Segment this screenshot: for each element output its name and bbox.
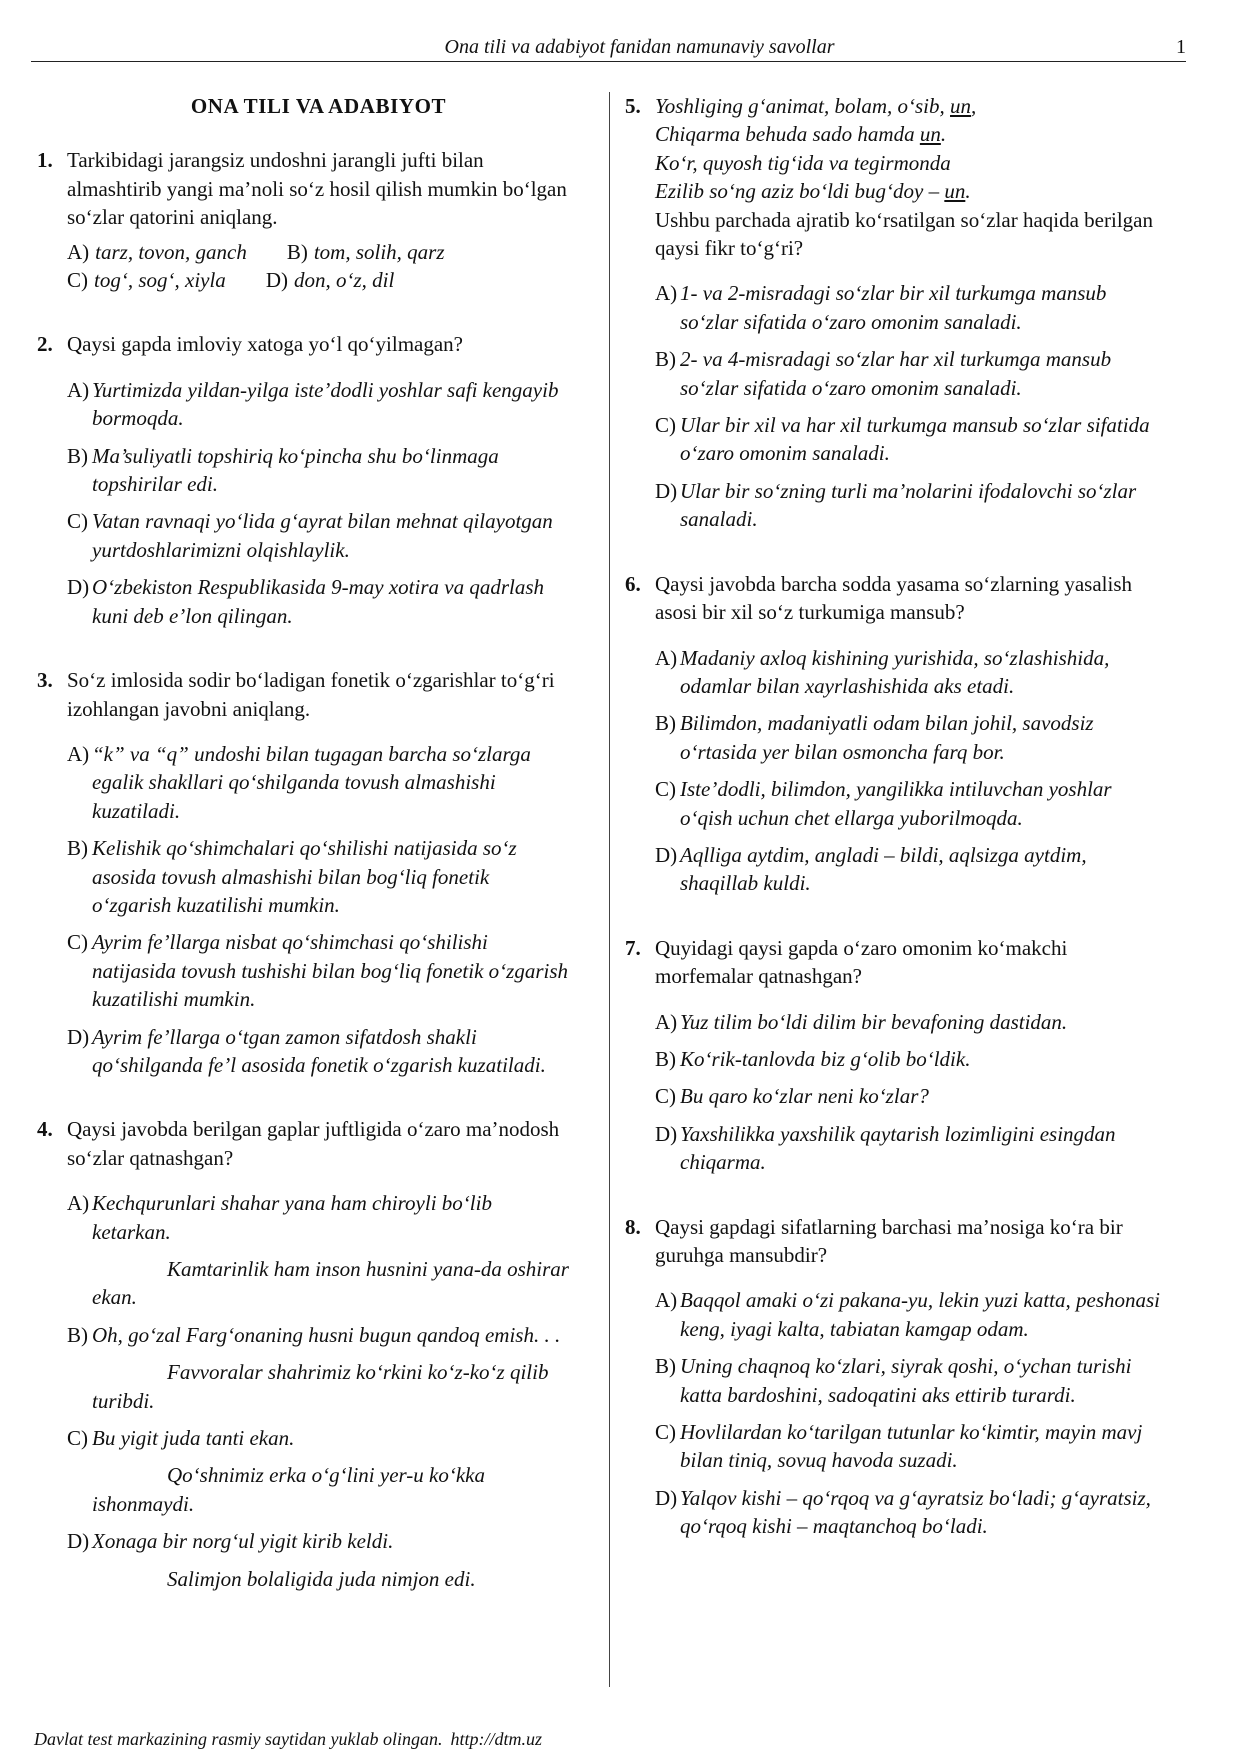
question-8: [625, 1213, 1163, 1541]
question-header: [625, 1213, 1163, 1270]
option-text: Yuz tilim bo‘ldi dilim bir bevafoning dastidan.: [680, 1009, 1068, 1034]
question-header: [625, 934, 1163, 991]
option-text: Kelishik qo‘shimchalari qo‘shilishi natijasida so‘z asosida tovush almashishi bilan bog‘liq fonetik o‘zgarish kuzatilishi mumkin.: [92, 836, 517, 917]
option-text: 2- va 4-misradagi so‘zlar har xil turkumga mansub so‘zlar sifatida o‘zaro omonim sanaladi.: [680, 347, 1112, 400]
question-stem: Quyidagi qaysi gapda o‘zaro omonim ko‘makchi morfemalar qatnashgan?: [655, 935, 1068, 989]
option-label: D): [67, 1024, 90, 1049]
option-sentence-2: Qo‘shnimiz erka o‘g‘lini yer-u ko‘kka ishonmaydi.: [92, 1463, 485, 1516]
option-d: [655, 1120, 1163, 1177]
option-label: C): [655, 777, 676, 802]
poem-punctuation: ,: [971, 94, 977, 118]
option-b: [67, 1321, 570, 1415]
option-text: don, o‘z, dil: [293, 268, 395, 293]
question-number: 2.: [37, 332, 53, 357]
option-a: [67, 740, 570, 825]
poem-line: [655, 149, 1163, 177]
option-label: B): [286, 239, 308, 264]
option-text: Ko‘rik-tanlovda biz g‘olib bo‘ldik.: [680, 1046, 971, 1071]
option-label: A): [67, 741, 90, 766]
option-b: [67, 442, 570, 499]
option-text: [92, 1424, 570, 1518]
option-text: Uning chaqnoq ko‘zlari, siyrak qoshi, o‘ychan turishi katta bardoshini, sadoqatini aks ettirib turardi.: [680, 1354, 1132, 1407]
question-5: [625, 92, 1163, 534]
option-text: Yurtimizda yildan-yilga iste’dodli yoshlar safi kengayib bormoqda.: [92, 377, 559, 431]
option-b: [655, 1045, 1163, 1073]
option-b: [67, 834, 570, 919]
option-c: [67, 1424, 570, 1518]
option-label: D): [655, 842, 678, 867]
question-4: [37, 1115, 570, 1593]
option-label: B): [67, 443, 88, 468]
option-text: [92, 1189, 570, 1312]
option-label: A): [67, 239, 90, 264]
option-sentence-1: Oh, go‘zal Farg‘onaning husni bugun qandoq emish. . .: [92, 1322, 561, 1347]
poem-line: [655, 120, 1163, 148]
option-label: C): [655, 413, 676, 438]
question-body: [655, 92, 1163, 262]
footer-url: http://dtm.uz: [450, 1729, 542, 1749]
option-text: O‘zbekiston Respublikasida 9-may xotira va qadrlash kuni deb e’lon qilingan.: [92, 575, 545, 628]
option-b: [655, 345, 1163, 402]
option-sentence-2: Favvoralar shahrimiz ko‘rkini ko‘z-ko‘z qilib turibdi.: [92, 1360, 549, 1413]
option-text: Iste’dodli, bilimdon, yangilikka intiluvchan yoshlar o‘qish uchun chet ellarga yuborilmoqda.: [680, 777, 1112, 830]
option-c: [67, 507, 570, 564]
underlined-word: un: [944, 179, 966, 204]
question-number: 8.: [625, 1214, 641, 1239]
options-row: [67, 238, 570, 266]
header-title: Ona tili va adabiyot fanidan namunaviy savollar: [444, 36, 835, 58]
option-d: [67, 1527, 570, 1593]
option-label: C): [67, 268, 88, 293]
right-column: [625, 92, 1163, 1541]
option-d: [655, 1484, 1163, 1541]
option-text: Baqqol amaki o‘zi pakana-yu, lekin yuzi katta, peshonasi keng, iyagi kalta, tabiatan kamgap odam.: [680, 1288, 1160, 1341]
question-number: 3.: [37, 668, 53, 693]
footer-text: Davlat test markazining rasmiy saytidan yuklab olingan.: [34, 1729, 443, 1749]
option-sentence-2: Kamtarinlik ham inson husnini yana-da oshirar ekan.: [92, 1257, 569, 1310]
question-header: [37, 146, 570, 231]
question-header: [37, 666, 570, 723]
option-text: Aqlliga aytdim, angladi – bildi, aqlsizga aytdim, shaqillab kuldi.: [680, 842, 1087, 896]
question-number: 4.: [37, 1117, 53, 1142]
option-d: [67, 1023, 570, 1080]
option-text: Ma’suliyatli topshiriq ko‘pincha shu bo‘linmaga topshirilar edi.: [92, 443, 499, 497]
option-text: Ayrim fe’llarga o‘tgan zamon sifatdosh shakli qo‘shilganda fe’l asosida fonetik o‘zgarish kuzatiladi.: [92, 1024, 546, 1077]
option-a: [655, 1286, 1163, 1343]
option-label: A): [655, 1288, 678, 1313]
question-stem: Qaysi javobda barcha sodda yasama so‘zlarning yasalish asosi bir xil so‘z turkumiga mansub?: [655, 571, 1133, 625]
option-label: A): [655, 281, 678, 306]
option-label: A): [655, 1009, 678, 1034]
option-text: tog‘, sog‘, xiyla: [94, 268, 226, 293]
option-label: D): [655, 1121, 678, 1146]
option-label: A): [67, 1191, 90, 1216]
question-number: 1.: [37, 148, 53, 173]
poem-text: Chiqarma behuda sado hamda: [655, 122, 920, 147]
option-text: Bilimdon, madaniyatli odam bilan johil, savodsiz o‘rtasida yer bilan osmoncha farq bor.: [680, 711, 1094, 764]
option-c: [655, 1082, 1163, 1110]
option-d: [655, 477, 1163, 534]
option-label: D): [655, 1485, 678, 1510]
option-label: C): [67, 509, 88, 534]
option-label: C): [67, 1426, 88, 1451]
option-c: [655, 411, 1163, 468]
question-stem: Tarkibidagi jarangsiz undoshni jarangli jufti bilan almashtirib yangi ma’noli so‘z hosil qilish mumkin bo‘lgan so‘zlar qatorini aniqlang.: [67, 148, 567, 230]
option-label: B): [655, 347, 676, 372]
option-a: [67, 238, 247, 266]
question-number: 7.: [625, 935, 641, 960]
options: [655, 644, 1163, 898]
option-a: [67, 1189, 570, 1312]
question-header: [37, 330, 570, 358]
option-label: C): [655, 1420, 676, 1445]
option-c: [67, 928, 570, 1013]
options-row: [67, 266, 570, 294]
option-label: A): [67, 377, 90, 402]
options: [655, 1008, 1163, 1177]
option-label: D): [67, 575, 90, 600]
option-sentence-1: Kechqurunlari shahar yana ham chiroyli bo‘lib ketarkan.: [92, 1191, 492, 1244]
option-sentence-1: Bu yigit juda tanti ekan.: [92, 1426, 295, 1451]
option-label: D): [67, 1529, 90, 1554]
option-label: D): [655, 478, 678, 503]
option-d: [655, 841, 1163, 898]
poem-line: [655, 177, 1163, 205]
option-text: Madaniy axloq kishining yurishida, so‘zlashishida, odamlar bilan xayrlashishida aks etadi.: [680, 645, 1110, 698]
options: [67, 376, 570, 630]
option-label: B): [67, 836, 88, 861]
question-stem: So‘z imlosida sodir bo‘ladigan fonetik o‘zgarishlar to‘g‘ri izohlangan javobni aniqlang.: [67, 668, 555, 721]
option-text: Hovlilardan ko‘tarilgan tutunlar ko‘kimtir, mayin mavj bilan tiniq, sovuq havoda suzadi.: [680, 1420, 1143, 1473]
question-6: [625, 570, 1163, 898]
column-divider: [609, 92, 610, 1687]
option-text: [92, 1527, 570, 1593]
option-d: [266, 266, 395, 294]
question-2: [37, 330, 570, 630]
question-1: [37, 146, 570, 294]
option-a: [67, 376, 570, 433]
option-text: Yaxshilikka yaxshilik qaytarish lozimligini esingdan chiqarma.: [680, 1121, 1116, 1175]
underlined-word: un: [950, 94, 972, 118]
section-title: ONA TILI VA ADABIYOT: [190, 94, 447, 118]
poem: [655, 92, 1163, 206]
question-header: [625, 570, 1163, 627]
poem-punctuation: .: [940, 122, 947, 147]
options: [67, 740, 570, 1079]
option-c: [655, 775, 1163, 832]
page-number: 1: [1176, 36, 1186, 58]
option-d: [67, 573, 570, 630]
question-3: [37, 666, 570, 1079]
question-number: 5.: [625, 94, 641, 118]
option-label: B): [67, 1322, 88, 1347]
option-label: C): [655, 1084, 676, 1109]
option-c: [67, 266, 226, 294]
options: [67, 238, 570, 295]
option-text: Ular bir xil va har xil turkumga mansub so‘zlar sifatida o‘zaro omonim sanaladi.: [680, 413, 1150, 466]
option-label: D): [265, 268, 288, 293]
options: [655, 1286, 1163, 1540]
poem-line: [655, 92, 1163, 120]
option-c: [655, 1418, 1163, 1475]
question-header: [37, 1115, 570, 1172]
option-text: tarz, tovon, ganch: [95, 239, 247, 264]
option-text: Bu qaro ko‘zlar neni ko‘zlar?: [680, 1084, 929, 1109]
option-text: [92, 1321, 570, 1415]
left-column: [37, 92, 570, 1593]
option-label: C): [67, 930, 88, 955]
footer: [34, 1728, 542, 1750]
option-a: [655, 644, 1163, 701]
option-b: [655, 1352, 1163, 1409]
question-stem: Qaysi javobda berilgan gaplar juftligida o‘zaro ma’nodosh so‘zlar qatnashgan?: [67, 1117, 560, 1170]
option-text: Vatan ravnaqi yo‘lida g‘ayrat bilan mehnat qilayotgan yurtdoshlarimizni olqishlaylik.: [92, 509, 553, 562]
poem-punctuation: .: [965, 179, 971, 204]
poem-text: Yoshliging g‘animat, bolam, o‘sib,: [655, 94, 951, 118]
option-b: [655, 709, 1163, 766]
option-b: [287, 238, 445, 266]
option-text: “k” va “q” undoshi bilan tugagan barcha so‘zlarga egalik shakllari qo‘shilganda tovush almashishi kuzatiladi.: [92, 741, 531, 823]
options: [67, 1189, 570, 1593]
option-sentence-2: Salimjon bolaligida juda nimjon edi.: [167, 1566, 476, 1591]
option-label: B): [655, 1354, 676, 1379]
options: [655, 279, 1163, 533]
option-sentence-1: Xonaga bir norg‘ul yigit kirib keldi.: [92, 1529, 394, 1554]
question-stem: Qaysi gapda imloviy xatoga yo‘l qo‘yilmagan?: [67, 332, 463, 357]
option-label: B): [655, 1046, 676, 1071]
option-text: tom, solih, qarz: [313, 239, 445, 264]
underlined-word: un: [919, 122, 941, 147]
option-text: Yalqov kishi – qo‘rqoq va g‘ayratsiz bo‘ladi; g‘ayratsiz, qo‘rqoq kishi – maqtanchoq bo‘ladi.: [680, 1485, 1151, 1539]
question-7: [625, 934, 1163, 1177]
option-a: [655, 279, 1163, 336]
header-rule: [31, 61, 1186, 62]
question-stem: Ushbu parchada ajratib ko‘rsatilgan so‘zlar haqida berilgan qaysi fikr to‘g‘ri?: [655, 207, 1153, 261]
poem-text: Ko‘r, quyosh tig‘ida va tegirmonda: [655, 150, 951, 175]
question-header: [625, 92, 1163, 262]
option-text: Ular bir so‘zning turli ma’nolarini ifodalovchi so‘zlar sanaladi.: [680, 478, 1137, 532]
option-a: [655, 1008, 1163, 1036]
option-label: A): [655, 645, 678, 670]
poem-text: Ezilib so‘ng aziz bo‘ldi bug‘doy –: [655, 179, 945, 204]
question-number: 6.: [625, 571, 641, 596]
question-stem: Qaysi gapdagi sifatlarning barchasi ma’nosiga ko‘ra bir guruhga mansubdir?: [655, 1214, 1123, 1267]
option-label: B): [655, 711, 676, 736]
option-text: 1- va 2-misradagi so‘zlar bir xil turkumga mansub so‘zlar sifatida o‘zaro omonim sanaladi.: [680, 281, 1107, 334]
option-text: Ayrim fe’llarga nisbat qo‘shimchasi qo‘shilishi natijasida tovush tushishi bilan bog‘liq fonetik o‘zgarish kuzatilishi mumkin.: [92, 930, 569, 1012]
